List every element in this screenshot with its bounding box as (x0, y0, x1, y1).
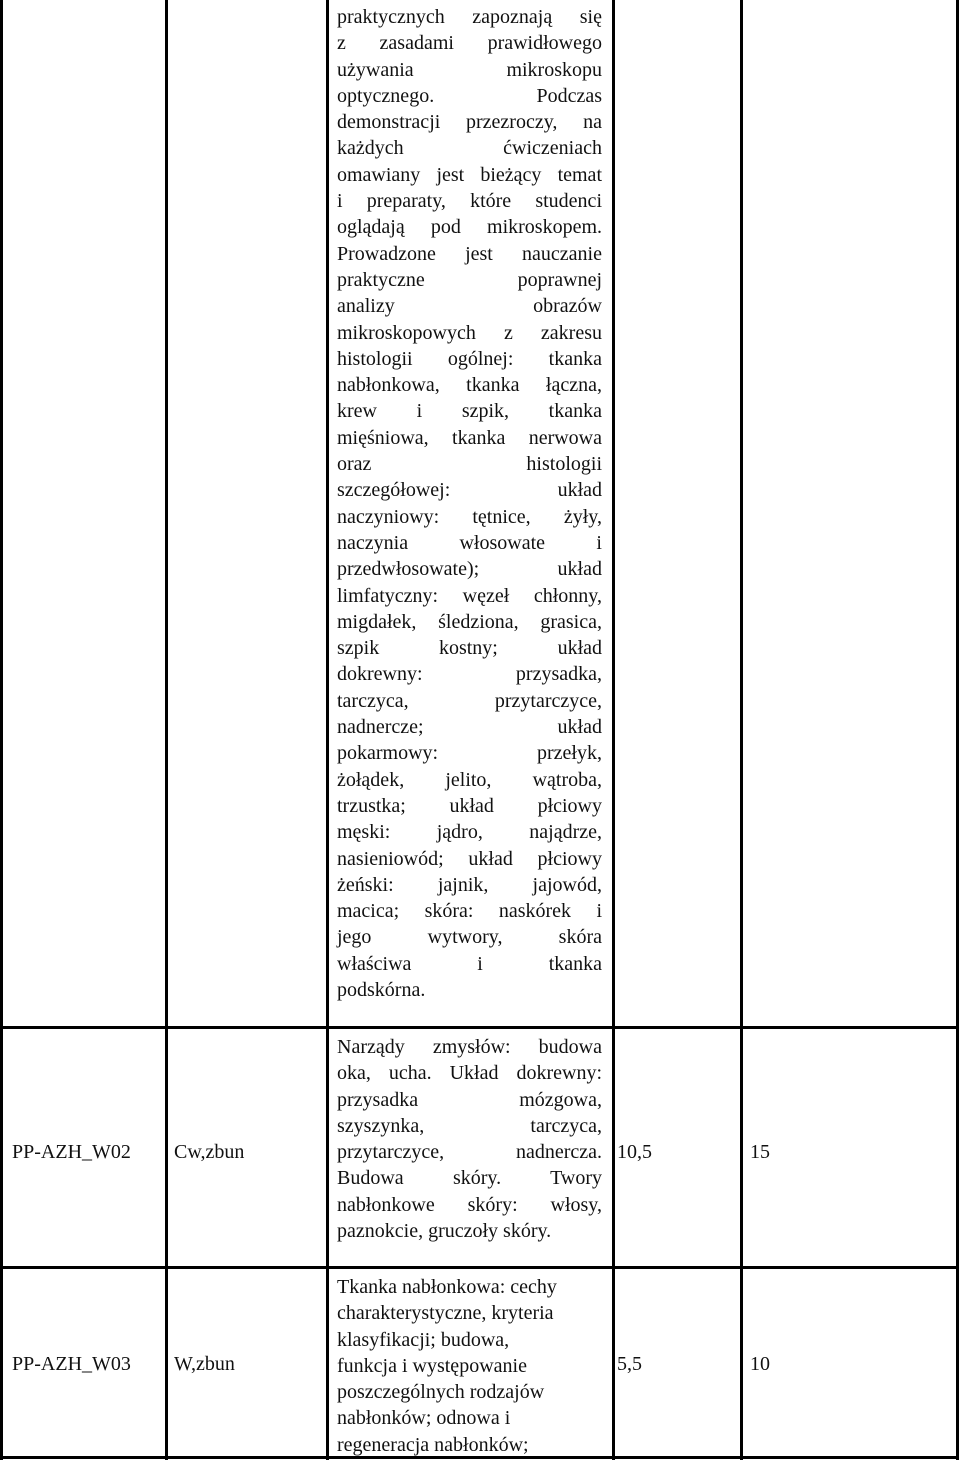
description-line: mikroskopowych z zakresu (337, 321, 602, 344)
description-line: regeneracja nabłonków; (337, 1433, 529, 1456)
description-line: trzustka; układ płciowy (337, 794, 602, 817)
description-line: z zasadami prawidłowego (337, 32, 602, 55)
description-line: funkcja i występowanie (337, 1354, 527, 1377)
description-line: przytarczyce, nadnercza. (337, 1141, 602, 1164)
description-line: paznokcie, gruczoły skóry. (337, 1220, 552, 1243)
description-line: oglądają pod mikroskopem. (337, 216, 602, 239)
description-line: Prowadzone jest nauczanie (337, 242, 602, 265)
row3-description (337, 1274, 602, 1458)
description-line: używania mikroskopu (337, 58, 602, 81)
description-line: oka, ucha. Układ dokrewny: (337, 1062, 602, 1085)
description-line: przedwłosowate); układ (337, 558, 602, 581)
description-line: praktycznych zapoznają się (337, 6, 602, 28)
row2-hours-b: 15 (750, 1141, 770, 1163)
grid-line-row2-bottom (0, 1266, 959, 1269)
row3-form: W,zbun (174, 1353, 235, 1375)
description-line: i preparaty, które studenci (337, 190, 602, 213)
description-line: nasieniowód; układ płciowy (337, 847, 602, 870)
description-line: szyszynka, tarczyca, (337, 1114, 602, 1137)
description-line: męski: jądro, najądrze, (337, 821, 602, 844)
description-line: oraz histologii (337, 453, 602, 476)
description-line: przysadka mózgowa, (337, 1088, 602, 1111)
description-line: nabłonkowa, tkanka łączna, (337, 374, 602, 397)
description-line: każdych ćwiczeniach (337, 137, 602, 160)
description-line: podskórna. (337, 978, 426, 1001)
description-line: Budowa skóry. Twory (337, 1167, 602, 1190)
row3-hours-a: 5,5 (617, 1353, 642, 1375)
grid-line-col4 (740, 0, 743, 1460)
description-line: nabłonków; odnowa i (337, 1407, 511, 1430)
description-line: klasyfikacji; budowa, (337, 1328, 510, 1351)
description-line: pokarmowy: przełyk, (337, 742, 602, 765)
description-line: optycznego. Podczas (337, 84, 602, 107)
row2-hours-a: 10,5 (617, 1141, 652, 1163)
description-line: szpik kostny; układ (337, 637, 602, 660)
description-line: charakterystyczne, kryteria (337, 1302, 554, 1325)
description-line: żołądek, jelito, wątroba, (337, 768, 602, 791)
row2-description (337, 1034, 602, 1244)
description-line: Tkanka nabłonkowa: cechy (337, 1276, 557, 1298)
description-line: szczegółowej: układ (337, 479, 602, 502)
description-line: nabłonkowe skóry: włosy, (337, 1193, 602, 1216)
description-line: praktyczne poprawnej (337, 268, 602, 291)
description-line: Narządy zmysłów: budowa (337, 1036, 602, 1058)
description-line: histologii ogólnej: tkanka (337, 347, 602, 370)
description-line: naczynia włosowate i (337, 531, 602, 554)
description-line: analizy obrazów (337, 295, 602, 318)
grid-line-col2 (326, 0, 329, 1460)
description-line: żeński: jajnik, jajowód, (337, 873, 602, 896)
row3-hours-b: 10 (750, 1353, 770, 1375)
description-line: naczyniowy: tętnice, żyły, (337, 505, 602, 528)
description-line: tarczyca, przytarczyce, (337, 689, 602, 712)
grid-line-left (0, 0, 3, 1460)
description-line: demonstracji przezroczy, na (337, 111, 602, 134)
description-line: dokrewny: przysadka, (337, 663, 602, 686)
description-line: poszczególnych rodzajów (337, 1381, 545, 1404)
description-line: limfatyczny: węzeł chłonny, (337, 584, 602, 607)
grid-line-col1 (165, 0, 168, 1460)
description-line: nadnercze; układ (337, 716, 602, 739)
row1-description (337, 4, 602, 1003)
description-line: omawiany jest bieżący temat (337, 163, 602, 186)
row2-form: Cw,zbun (174, 1141, 245, 1163)
grid-line-right (956, 0, 959, 1460)
description-line: mięśniowa, tkanka nerwowa (337, 426, 602, 449)
grid-line-row1-bottom (0, 1026, 959, 1029)
row2-code: PP-AZH_W02 (12, 1141, 131, 1163)
description-line: krew i szpik, tkanka (337, 400, 602, 423)
description-line: macica; skóra: naskórek i (337, 900, 602, 923)
grid-line-col3 (612, 0, 615, 1460)
description-line: migdałek, śledziona, grasica, (337, 610, 602, 633)
row3-code: PP-AZH_W03 (12, 1353, 131, 1375)
description-line: właściwa i tkanka (337, 952, 602, 975)
description-line: jego wytwory, skóra (337, 926, 602, 949)
